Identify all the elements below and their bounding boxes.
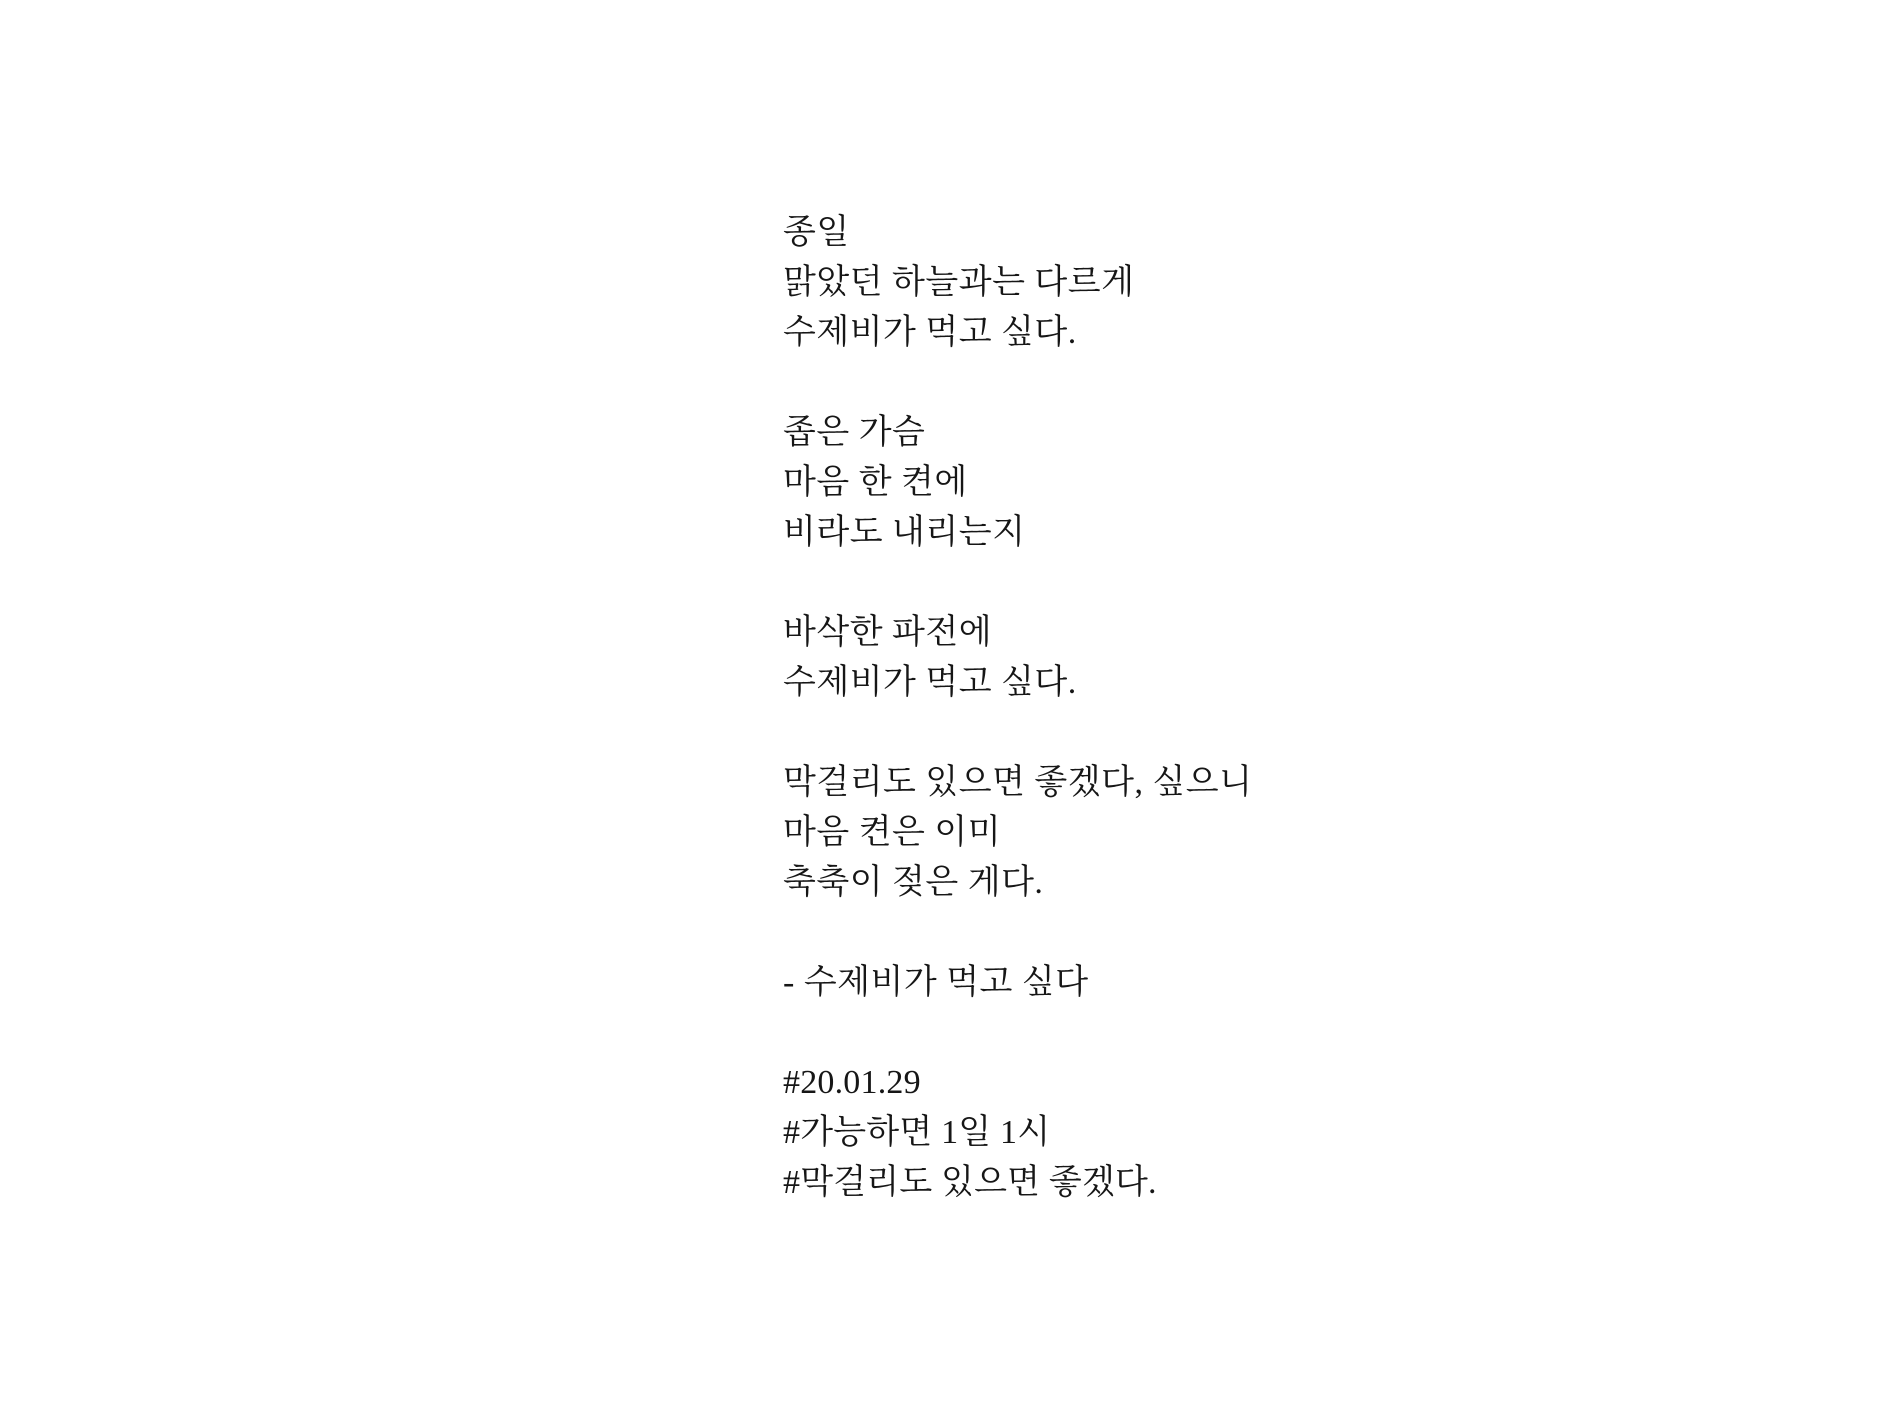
poem-line: 맑았던 하늘과는 다르게: [783, 264, 1135, 301]
hashtag-line: #가능하면 1일 1시: [783, 1114, 1051, 1151]
attribution-line: - 수제비가 먹고 싶다: [783, 964, 1089, 1001]
poem-line: 축축이 젖은 게다.: [783, 864, 1044, 901]
poem-line: 마음 한 켠에: [783, 464, 968, 501]
poem-body: [783, 208, 1252, 1208]
poem-line: 비라도 내리는지: [783, 514, 1026, 551]
poem-stanza: [783, 208, 1252, 358]
poem-line: 종일: [783, 214, 850, 251]
poem-line: 마음 켠은 이미: [783, 814, 1002, 851]
hashtag-list: [783, 1058, 1252, 1208]
poem-line: 바삭한 파전에: [783, 614, 993, 651]
poem-line: 수제비가 먹고 싶다.: [783, 314, 1077, 351]
hashtag-line: #20.01.29: [783, 1064, 921, 1101]
poem-stanza: [783, 608, 1252, 708]
poem-stanza: [783, 408, 1252, 558]
hashtag-line: #막걸리도 있으면 좋겠다.: [783, 1164, 1157, 1201]
poem-line: 수제비가 먹고 싶다.: [783, 664, 1077, 701]
poem-line: 좁은 가슴: [783, 414, 926, 451]
poem-attribution: [783, 958, 1252, 1008]
poem-stanza: [783, 758, 1252, 908]
poem-line: 막걸리도 있으면 좋겠다, 싶으니: [783, 764, 1253, 801]
